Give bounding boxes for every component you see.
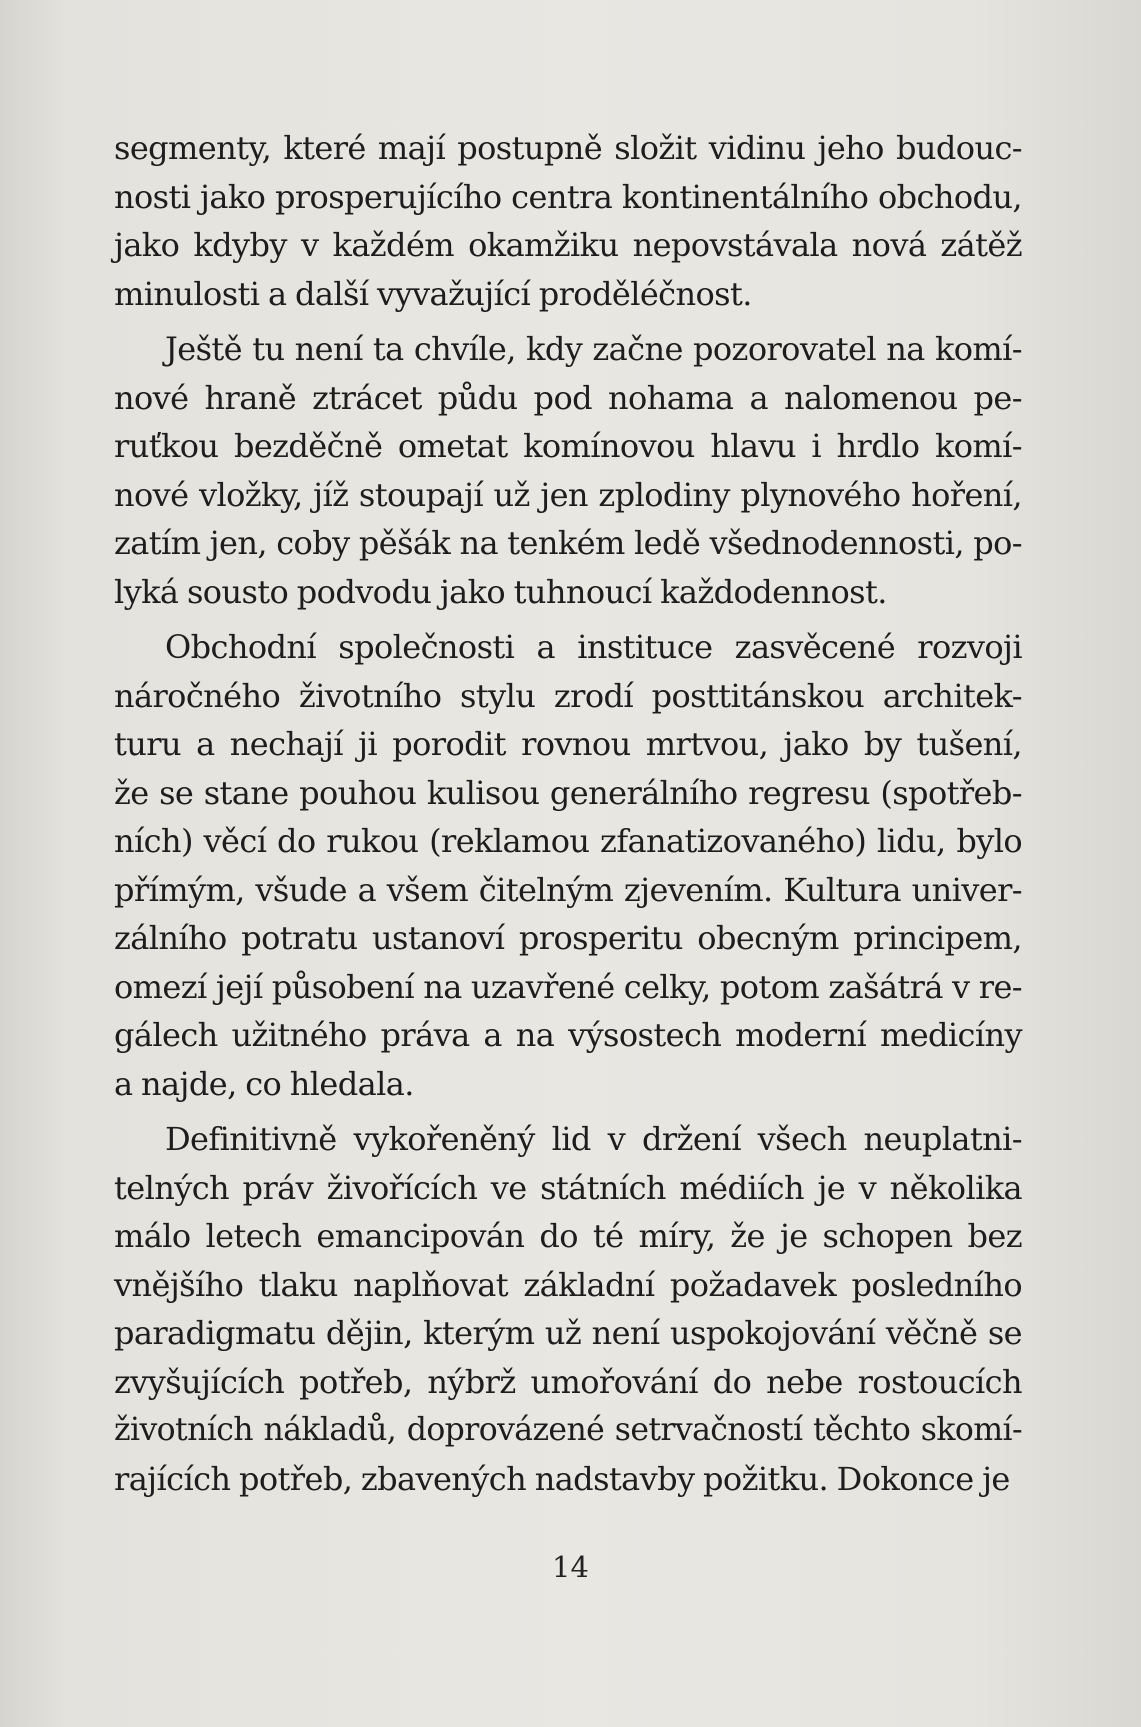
- text-line: Ještě tu není ta chvíle, kdy začne pozorovatel na komí-: [165, 330, 1022, 368]
- text-line: minulosti a další vyvažující proděléčnost.: [114, 274, 752, 313]
- text-line: nové vložky, jíž stoupají už jen zplodiny plynového hoření,: [114, 475, 1022, 514]
- text-line: a najde, co hledala.: [114, 1064, 414, 1103]
- page-number: 14: [552, 1550, 589, 1584]
- text-line: přímým, všude a všem čitelným zjevením. Kultura univer-: [114, 870, 1022, 909]
- text-line: paradigmatu dějin, kterým už není uspokojování věčně se: [114, 1314, 1022, 1352]
- paragraph-gap: [114, 318, 1022, 325]
- text-line: málo letech emancipován do té míry, že je schopen bez: [114, 1217, 1022, 1255]
- text-line: jako kdyby v každém okamžiku nepovstávala nová zátěž: [114, 226, 1022, 264]
- text-line: zvyšujících potřeb, nýbrž umořování do nebe rostoucích: [114, 1362, 1022, 1401]
- paragraph: [114, 124, 1022, 318]
- text-line: zálního potratu ustanoví prosperitu obecným principem,: [114, 919, 1022, 957]
- text-line: nosti jako prosperujícího centra kontinentálního obchodu,: [114, 177, 1022, 216]
- text-line: turu a nechají ji porodit rovnou mrtvou, jako by tušení,: [114, 725, 1022, 763]
- text-line: segmenty, které mají postupně složit vidinu jeho budouc-: [114, 129, 1022, 167]
- text-line: nové hraně ztrácet půdu pod nohama a nalomenou pe-: [114, 378, 1022, 417]
- text-line: rajících potřeb, zbavených nadstavby požitku. Dokonce je: [114, 1459, 1010, 1498]
- text-line: lyká sousto podvodu jako tuhnoucí každodennost.: [114, 572, 887, 611]
- text-line: telných práv živořících ve státních médiích je v několika: [114, 1168, 1022, 1207]
- text-line: vnějšího tlaku naplňovat základní požadavek posledního: [114, 1265, 1022, 1304]
- text-line: Obchodní společnosti a instituce zasvěcené rozvoji: [165, 628, 1022, 666]
- paragraph: [114, 1115, 1022, 1503]
- text-line: náročného životního stylu zrodí posttitánskou architek-: [114, 676, 1022, 715]
- text-line: omezí její působení na uzavřené celky, potom zašátrá v re-: [114, 967, 1022, 1006]
- text-line: ních) věcí do rukou (reklamou zfanatizovaného) lidu, bylo: [114, 822, 1022, 860]
- text-line: gálech užitného práva a na výsostech moderní medicíny: [114, 1016, 1022, 1054]
- body-text: [114, 124, 1022, 1503]
- text-line: zatím jen, coby pěšák na tenkém ledě všednodennosti, po-: [114, 524, 1022, 562]
- paragraph: [114, 623, 1022, 1108]
- paragraph-gap: [114, 1108, 1022, 1115]
- text-line: ruťkou bezděčně ometat komínovou hlavu i hrdlo komí-: [114, 427, 1022, 465]
- text-line: životních nákladů, doprovázené setrvačností těchto skomí-: [114, 1412, 1022, 1448]
- text-line: že se stane pouhou kulisou generálního regresu (spotřeb-: [114, 773, 1022, 812]
- paragraph-gap: [114, 616, 1022, 623]
- paragraph: [114, 325, 1022, 616]
- text-line: Definitivně vykořeněný lid v držení všech neuplatni-: [165, 1120, 1022, 1158]
